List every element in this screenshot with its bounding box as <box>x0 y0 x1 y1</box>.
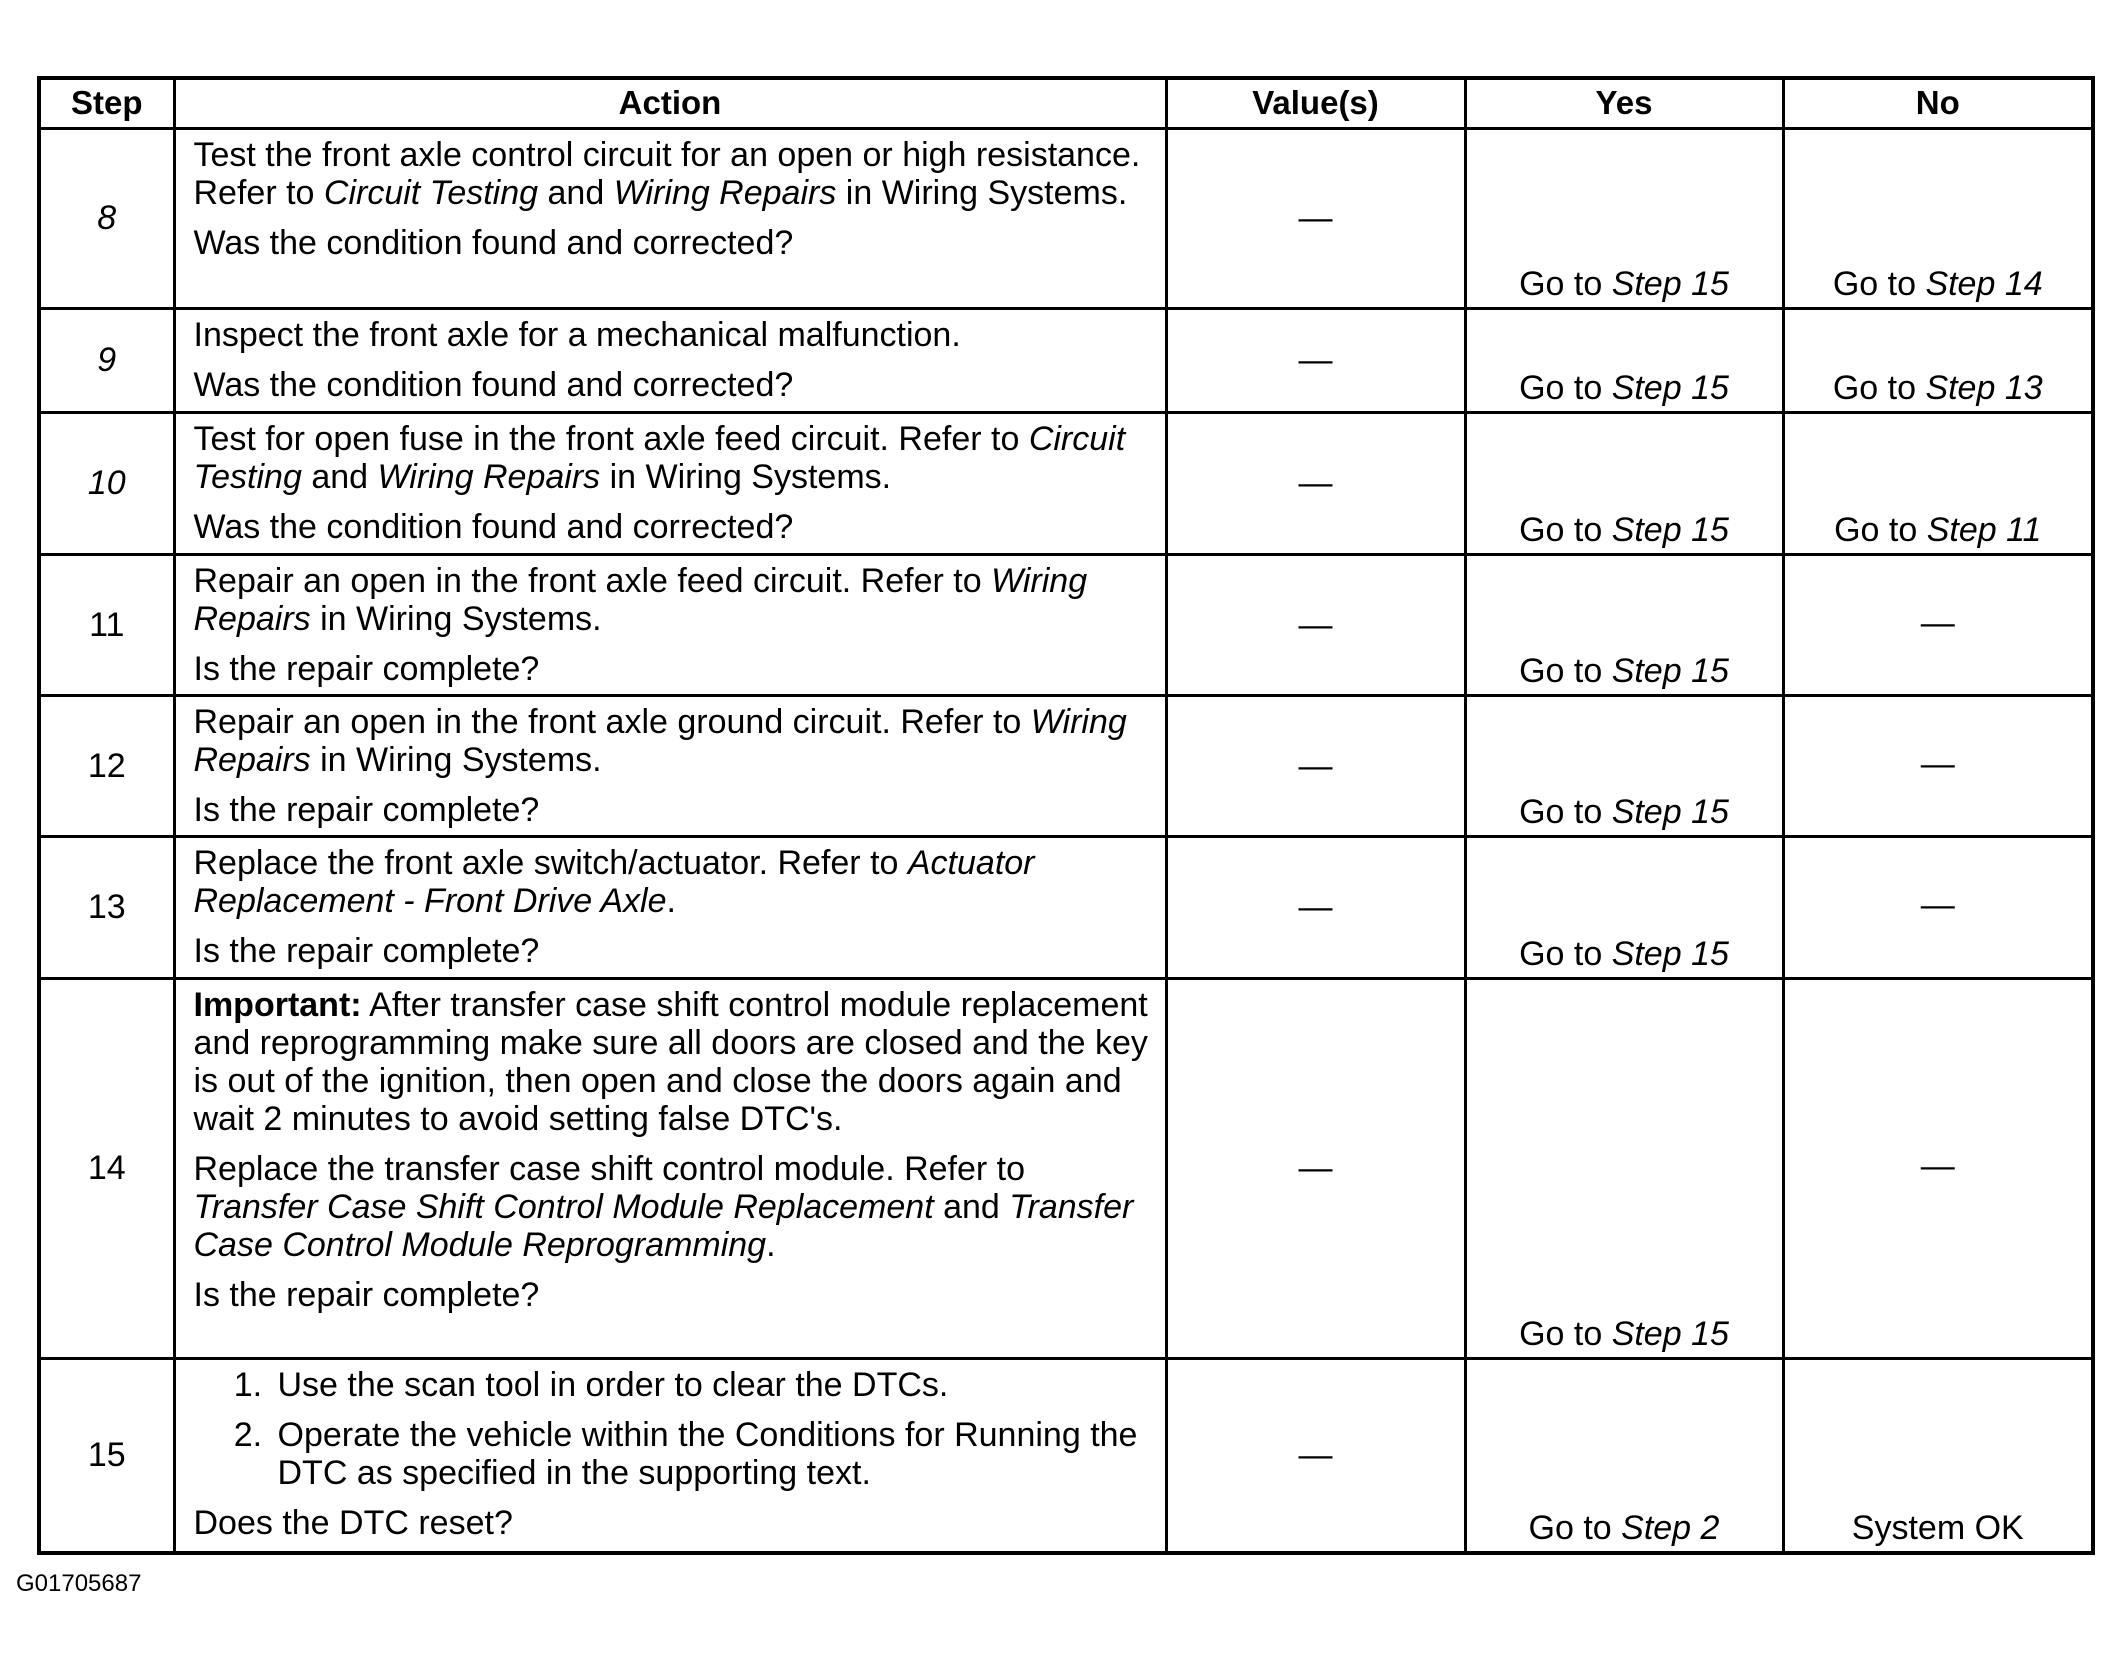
no-cell: — <box>1783 554 2093 695</box>
table-row <box>39 308 2093 412</box>
step-number: 10 <box>39 412 174 554</box>
reference-link: Wiring Repairs <box>193 702 1127 779</box>
step-number: 14 <box>39 978 174 1358</box>
table-row <box>39 978 2093 1358</box>
no-cell: — <box>1783 836 2093 978</box>
no-cell: — <box>1783 695 2093 836</box>
step-reference: Step 15 <box>1611 934 1729 973</box>
yes-cell: Go to Step 15 <box>1465 308 1783 412</box>
action-instruction: Inspect the front axle for a mechanical malfunction. <box>193 315 961 354</box>
table-row <box>39 554 2093 695</box>
step-number: 8 <box>39 128 174 308</box>
yes-cell: Go to Step 15 <box>1465 554 1783 695</box>
action-instruction: Test the front axle control circuit for an open or high resistance. Refer to Circuit Testing and Wiring Repairs in Wiring Systems. <box>193 135 1141 212</box>
header-row <box>39 78 2093 128</box>
yes-cell: Go to Step 15 <box>1465 412 1783 554</box>
step-reference: Step 13 <box>1925 368 2043 407</box>
step-number: 11 <box>39 554 174 695</box>
action-question: Was the condition found and corrected? <box>193 507 794 546</box>
no-cell: Go to Step 13 <box>1783 308 2093 412</box>
action-cell <box>174 412 1166 554</box>
procedure-item: 1. Use the scan tool in order to clear the DTCs. <box>272 1366 1151 1404</box>
action-question: Was the condition found and corrected? <box>193 223 794 262</box>
value-cell: — <box>1166 1358 1465 1553</box>
step-number: 9 <box>39 308 174 412</box>
action-question: Is the repair complete? <box>193 790 540 829</box>
table-row <box>39 412 2093 554</box>
action-cell <box>174 978 1166 1358</box>
action-cell <box>174 836 1166 978</box>
action-cell <box>174 695 1166 836</box>
action-question: Is the repair complete? <box>193 931 540 970</box>
step-reference: Step 2 <box>1621 1509 1720 1547</box>
action-instruction: Repair an open in the front axle ground circuit. Refer to Wiring Repairs in Wiring Systems. <box>193 702 1127 779</box>
header-values: Value(s) <box>1166 78 1465 128</box>
table-row <box>39 128 2093 308</box>
value-cell: — <box>1166 978 1465 1358</box>
no-cell: Go to Step 11 <box>1783 412 2093 554</box>
step-reference: Step 14 <box>1925 264 2043 303</box>
action-instruction: Test for open fuse in the front axle feed circuit. Refer to Circuit Testing and Wiring Repairs in Wiring Systems. <box>193 419 1126 496</box>
step-number: 12 <box>39 695 174 836</box>
yes-cell: Go to Step 15 <box>1465 695 1783 836</box>
value-cell: — <box>1166 836 1465 978</box>
reference-link: Circuit Testing <box>193 419 1126 496</box>
action-question: Was the condition found and corrected? <box>193 365 794 404</box>
step-reference: Step 11 <box>1926 510 2042 549</box>
yes-cell: Go to Step 15 <box>1465 128 1783 308</box>
procedure-list <box>194 1366 1151 1492</box>
table-row <box>39 1358 2093 1553</box>
step-reference: Step 15 <box>1611 1314 1729 1353</box>
header-action: Action <box>174 78 1166 128</box>
important-label: Important: <box>193 985 362 1024</box>
reference-link: Wiring Repairs <box>613 173 837 212</box>
diagnostic-table <box>37 76 2095 1555</box>
step-reference: Step 15 <box>1611 368 1729 407</box>
table-row <box>39 836 2093 978</box>
action-cell <box>174 128 1166 308</box>
yes-cell: Go to Step 15 <box>1465 836 1783 978</box>
action-cell <box>174 554 1166 695</box>
action-instruction: Replace the front axle switch/actuator. Refer to Actuator Replacement - Front Drive Axle. <box>193 843 1035 920</box>
reference-link: Transfer Case Control Module Reprogramming <box>193 1187 1134 1264</box>
reference-link: Wiring Repairs <box>193 561 1088 638</box>
action-cell <box>174 308 1166 412</box>
no-cell: System OK <box>1783 1358 2093 1553</box>
step-number: 13 <box>39 836 174 978</box>
action-question: Does the DTC reset? <box>193 1503 513 1542</box>
step-reference: Step 15 <box>1611 264 1729 303</box>
yes-cell: Go to Step 15 <box>1465 978 1783 1358</box>
important-note: Important: After transfer case shift control module replacement and reprogramming make sure all doors are closed and the key is out of the ignition, then open and close the doors again and wait 2 minutes to avoid setting false DTC's. <box>193 985 1148 1138</box>
value-cell: — <box>1166 128 1465 308</box>
action-instruction: Repair an open in the front axle feed circuit. Refer to Wiring Repairs in Wiring Systems. <box>193 561 1088 638</box>
figure-code: G01705687 <box>16 1570 142 1597</box>
procedure-item: 2. Operate the vehicle within the Conditions for Running the DTC as specified in the supporting text. <box>272 1416 1151 1492</box>
yes-cell: Go to Step 2 <box>1465 1358 1783 1553</box>
header-yes: Yes <box>1465 78 1783 128</box>
action-question: Is the repair complete? <box>193 649 540 688</box>
header-step: Step <box>39 78 174 128</box>
value-cell: — <box>1166 412 1465 554</box>
table-row <box>39 695 2093 836</box>
step-reference: Step 15 <box>1611 651 1729 690</box>
reference-link: Transfer Case Shift Control Module Replacement <box>193 1187 934 1226</box>
value-cell: — <box>1166 695 1465 836</box>
reference-link: Actuator Replacement - Front Drive Axle <box>193 843 1035 920</box>
no-cell: — <box>1783 978 2093 1358</box>
action-instruction: Replace the transfer case shift control module. Refer to Transfer Case Shift Control Module Replacement and Transfer Case Control Module Reprogramming. <box>193 1149 1134 1264</box>
action-cell <box>174 1358 1166 1553</box>
value-cell: — <box>1166 554 1465 695</box>
reference-link: Wiring Repairs <box>377 457 601 496</box>
no-cell: Go to Step 14 <box>1783 128 2093 308</box>
header-no: No <box>1783 78 2093 128</box>
value-cell: — <box>1166 308 1465 412</box>
action-question: Is the repair complete? <box>193 1275 540 1314</box>
step-reference: Step 15 <box>1611 792 1729 831</box>
step-reference: Step 15 <box>1611 510 1729 549</box>
reference-link: Circuit Testing <box>323 173 539 212</box>
step-number: 15 <box>39 1358 174 1553</box>
